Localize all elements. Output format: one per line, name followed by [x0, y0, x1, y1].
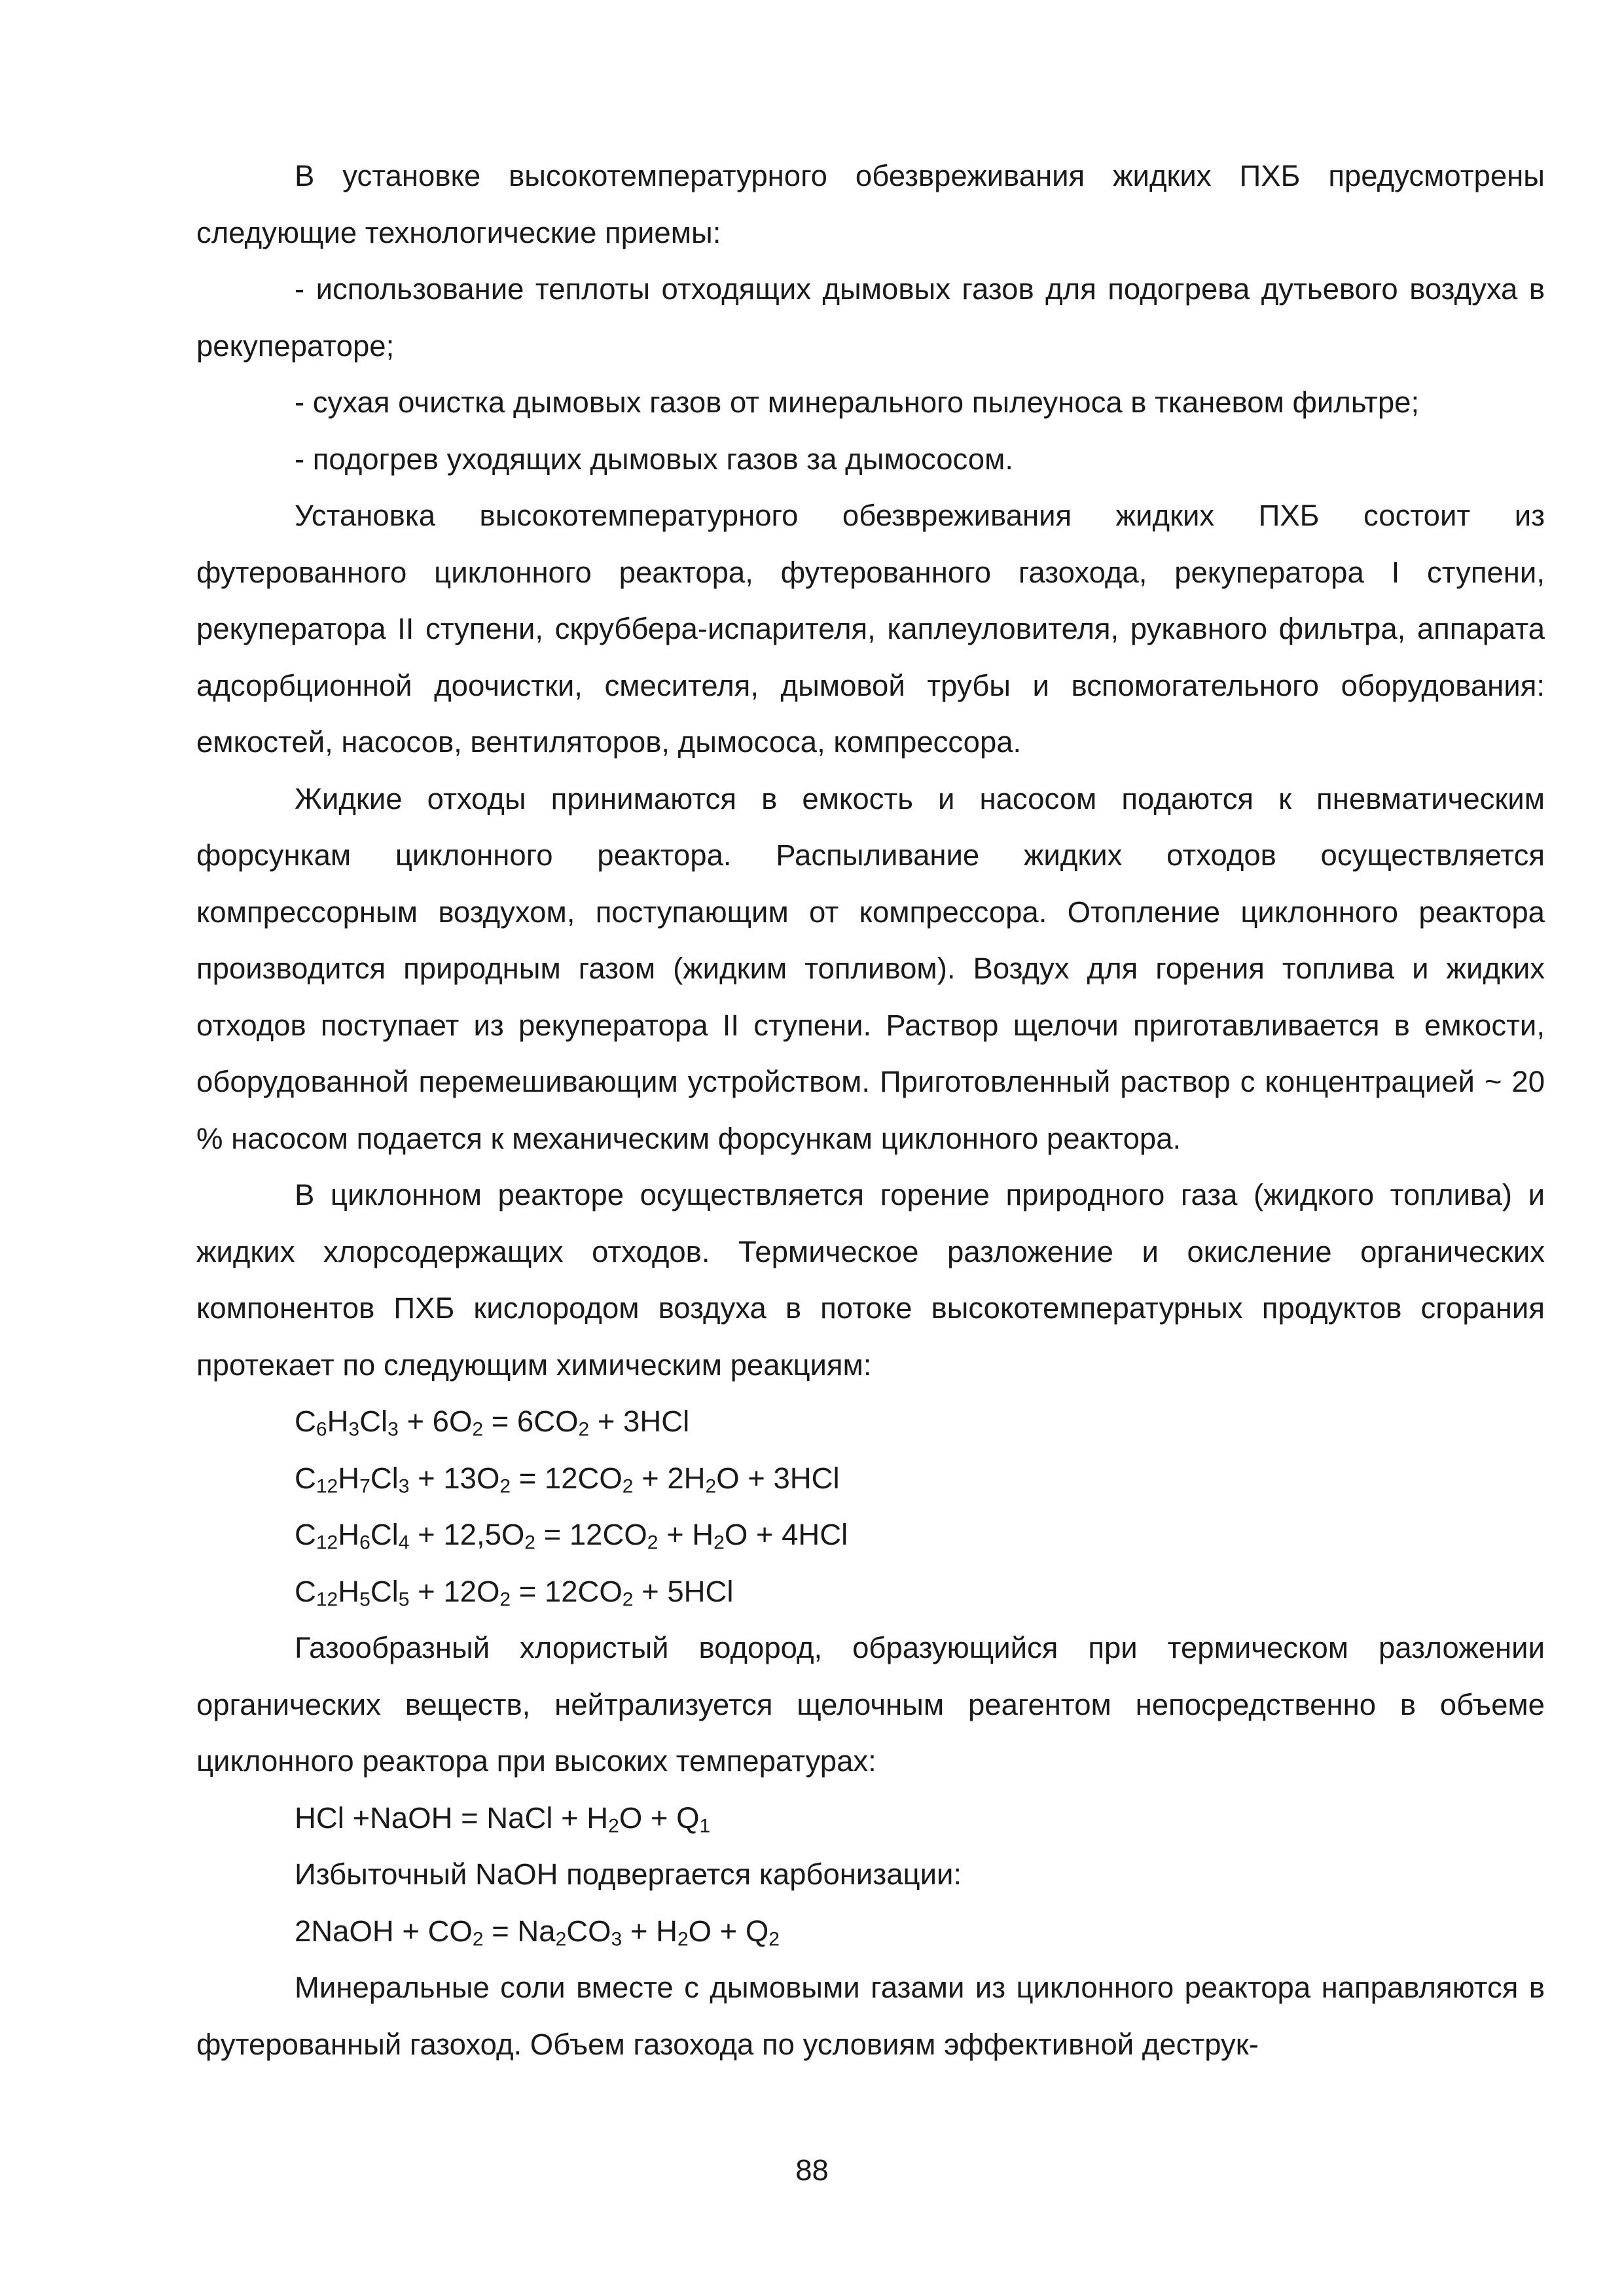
formula-reaction-4: $C_{12}H_5Cl_5 + 12O_2 = 12CO_2 + 5HCl$ [295, 1574, 734, 1611]
formula-reaction-3: $C_{12}H_6Cl_4 + 12,5O_2 = 12CO_2 + H_2O + 4HCl$ [295, 1518, 848, 1554]
paragraph-neutralization: Газообразный хлористый водород, образующийся при термическом разложении органических веществ, нейтрализуется щелочным реагентом непосредственно в объеме циклонного реактора при высоких температурах: [196, 1631, 1545, 1778]
formula-neutralization: HCl +NaOH = NaCl + $H_2O + Q_1$ [295, 1801, 711, 1837]
list-item-heat-recovery: - использование теплоты отходящих дымовых газов для подогрева дутьевого воздуха в рекуператоре; [196, 272, 1545, 363]
paragraph-mineral-salts: Минеральные соли вместе с дымовыми газами из циклонного реактора направляются в футерованный газоход. Объем газохода по условиям эффективной деструк- [196, 1971, 1545, 2061]
page-number: 88 [795, 2153, 829, 2187]
paragraph-carbonization: Избыточный NaOH подвергается карбонизации: [295, 1857, 962, 1891]
list-item-gas-heating: - подогрев уходящих дымовых газов за дымососом. [295, 442, 1013, 476]
paragraph-combustion: В циклонном реакторе осуществляется горение природного газа (жидкого топлива) и жидких хлорсодержащих отходов. Термическое разложение и окисление органических компонентов ПХБ кислородом воздуха в потоке высокотемпературных продуктов сгорания протекает по следующим химическим реакциям: [196, 1178, 1545, 1382]
paragraph-liquid-waste: Жидкие отходы принимаются в емкость и насосом подаются к пневматическим форсункам циклонного реактора. Распыливание жидких отходов осуществляется компрессорным воздухом, поступающим от компрессора. Отопление циклонного реактора производится природным газом (жидким топливом). Воздух для горения топлива и жидких отходов поступает из рекуператора II ступени. Раствор щелочи приготавливается в емкости, оборудованной перемешивающим устройством. Приготовленный раствор с концентрацией ~ 20 % насосом подается к механическим форсункам циклонного реактора. [196, 781, 1545, 1155]
formula-reaction-1: $C_6H_3Cl_3 + 6O_2 = 6CO_2 + 3HCl$ [295, 1405, 690, 1441]
paragraph-intro: В установке высокотемпературного обезвреживания жидких ПХБ предусмотрены следующие технологические приемы: [196, 159, 1545, 249]
formula-carbonization: 2NaOH + $CO_2 = Na_2CO_3 + H_2O + Q_2$ [295, 1914, 780, 1950]
list-item-dry-cleaning: - сухая очистка дымовых газов от минерального пылеуноса в тканевом фильтре; [295, 386, 1420, 419]
formula-reaction-2: $C_{12}H_7Cl_3 + 13O_2 = 12CO_2 + 2H_2O + 3HCl$ [295, 1461, 840, 1498]
body-text [196, 148, 1545, 2073]
paragraph-installation: Установка высокотемпературного обезвреживания жидких ПХБ состоит из футерованного циклонного реактора, футерованного газохода, рекуператора I ступени, рекуператора II ступени, скруббера-испарителя, каплеуловителя, рукавного фильтра, аппарата адсорбционной доочистки, смесителя, дымовой трубы и вспомогательного оборудования: емкостей, насосов, вентиляторов, дымососа, компрессора. [196, 499, 1545, 759]
